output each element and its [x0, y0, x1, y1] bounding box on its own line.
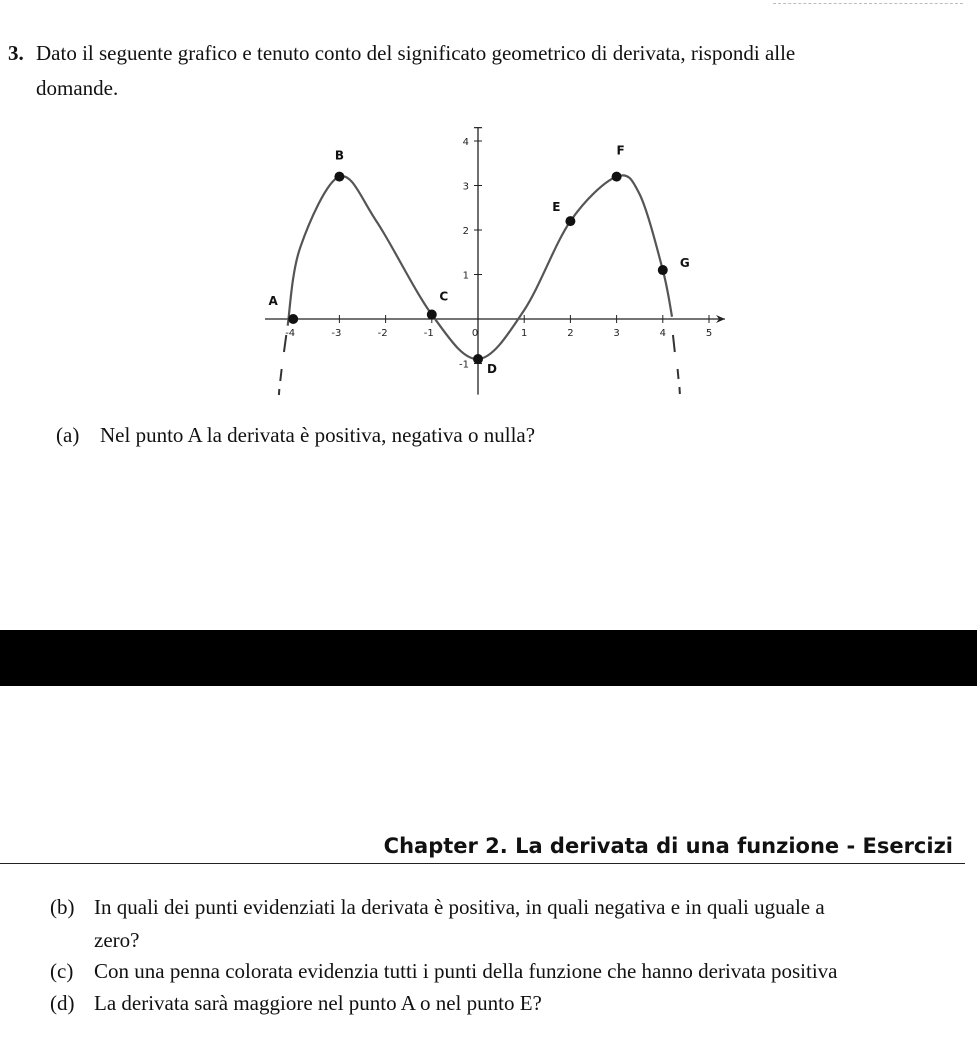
item-d-label: (d) — [50, 991, 75, 1015]
x-tick-label: 3 — [613, 328, 620, 339]
item-c-label: (c) — [50, 959, 74, 983]
x-tick-label: -4 — [285, 328, 296, 339]
point-b — [334, 172, 344, 182]
item-d-text: La derivata sarà maggiore nel punto A o nel punto E? — [94, 991, 542, 1015]
y-tick-label: 4 — [462, 137, 469, 148]
question-number: 3. — [8, 41, 24, 65]
x-tick-label: 1 — [521, 328, 528, 339]
x-tick-label: -3 — [331, 328, 342, 339]
point-a — [288, 314, 298, 324]
item-d — [50, 987, 542, 1020]
item-a-text: Nel punto A la derivata è positiva, negativa o nulla? — [100, 423, 536, 447]
chapter-header: Chapter 2. La derivata di una funzione - Esercizi — [0, 834, 965, 864]
point-label-e: E — [552, 200, 561, 215]
point-label-f: F — [616, 143, 625, 158]
question-text-cont: domande. — [36, 76, 119, 100]
y-tick-label: 2 — [462, 226, 469, 237]
x-tick-label: -2 — [377, 328, 388, 339]
item-c-text: Con una penna colorata evidenzia tutti i punti della funzione che hanno derivata positiva — [94, 959, 838, 983]
item-a-label: (a) — [56, 423, 80, 447]
point-e — [565, 216, 575, 226]
point-label-d: D — [487, 362, 497, 377]
point-d — [473, 354, 483, 364]
x-tick-label: 5 — [705, 328, 713, 339]
x-tick-label: 0 — [471, 328, 479, 339]
curve-tail-right — [673, 335, 675, 352]
function-graph — [0, 0, 977, 420]
item-b-label: (b) — [50, 895, 75, 919]
y-tick-label: -1 — [459, 359, 469, 371]
curve-tail-left — [280, 369, 281, 381]
x-tick-label: 4 — [659, 328, 666, 339]
x-tick-label: -1 — [423, 328, 434, 339]
point-label-c: C — [439, 289, 449, 304]
curve-tail-right — [678, 369, 679, 379]
item-b — [50, 891, 965, 957]
point-g — [658, 265, 668, 275]
point-label-g: G — [679, 256, 690, 271]
item-a — [56, 419, 535, 452]
x-tick-label: 2 — [567, 328, 574, 339]
item-c — [50, 955, 838, 988]
item-b-text-cont: zero? — [94, 928, 140, 952]
redaction-bar — [0, 630, 977, 686]
y-tick-label: 3 — [462, 181, 469, 193]
point-label-a: A — [268, 294, 278, 308]
point-label-b: B — [334, 148, 344, 163]
point-c — [427, 310, 437, 320]
point-f — [612, 172, 622, 182]
question-text: Dato il seguente grafico e tenuto conto del significato geometrico di derivata, rispondi alle — [36, 41, 796, 65]
item-b-text: In quali dei punti evidenziati la derivata è positiva, in quali negativa e in quali uguale a — [94, 895, 825, 919]
y-tick-label: 1 — [462, 270, 469, 282]
